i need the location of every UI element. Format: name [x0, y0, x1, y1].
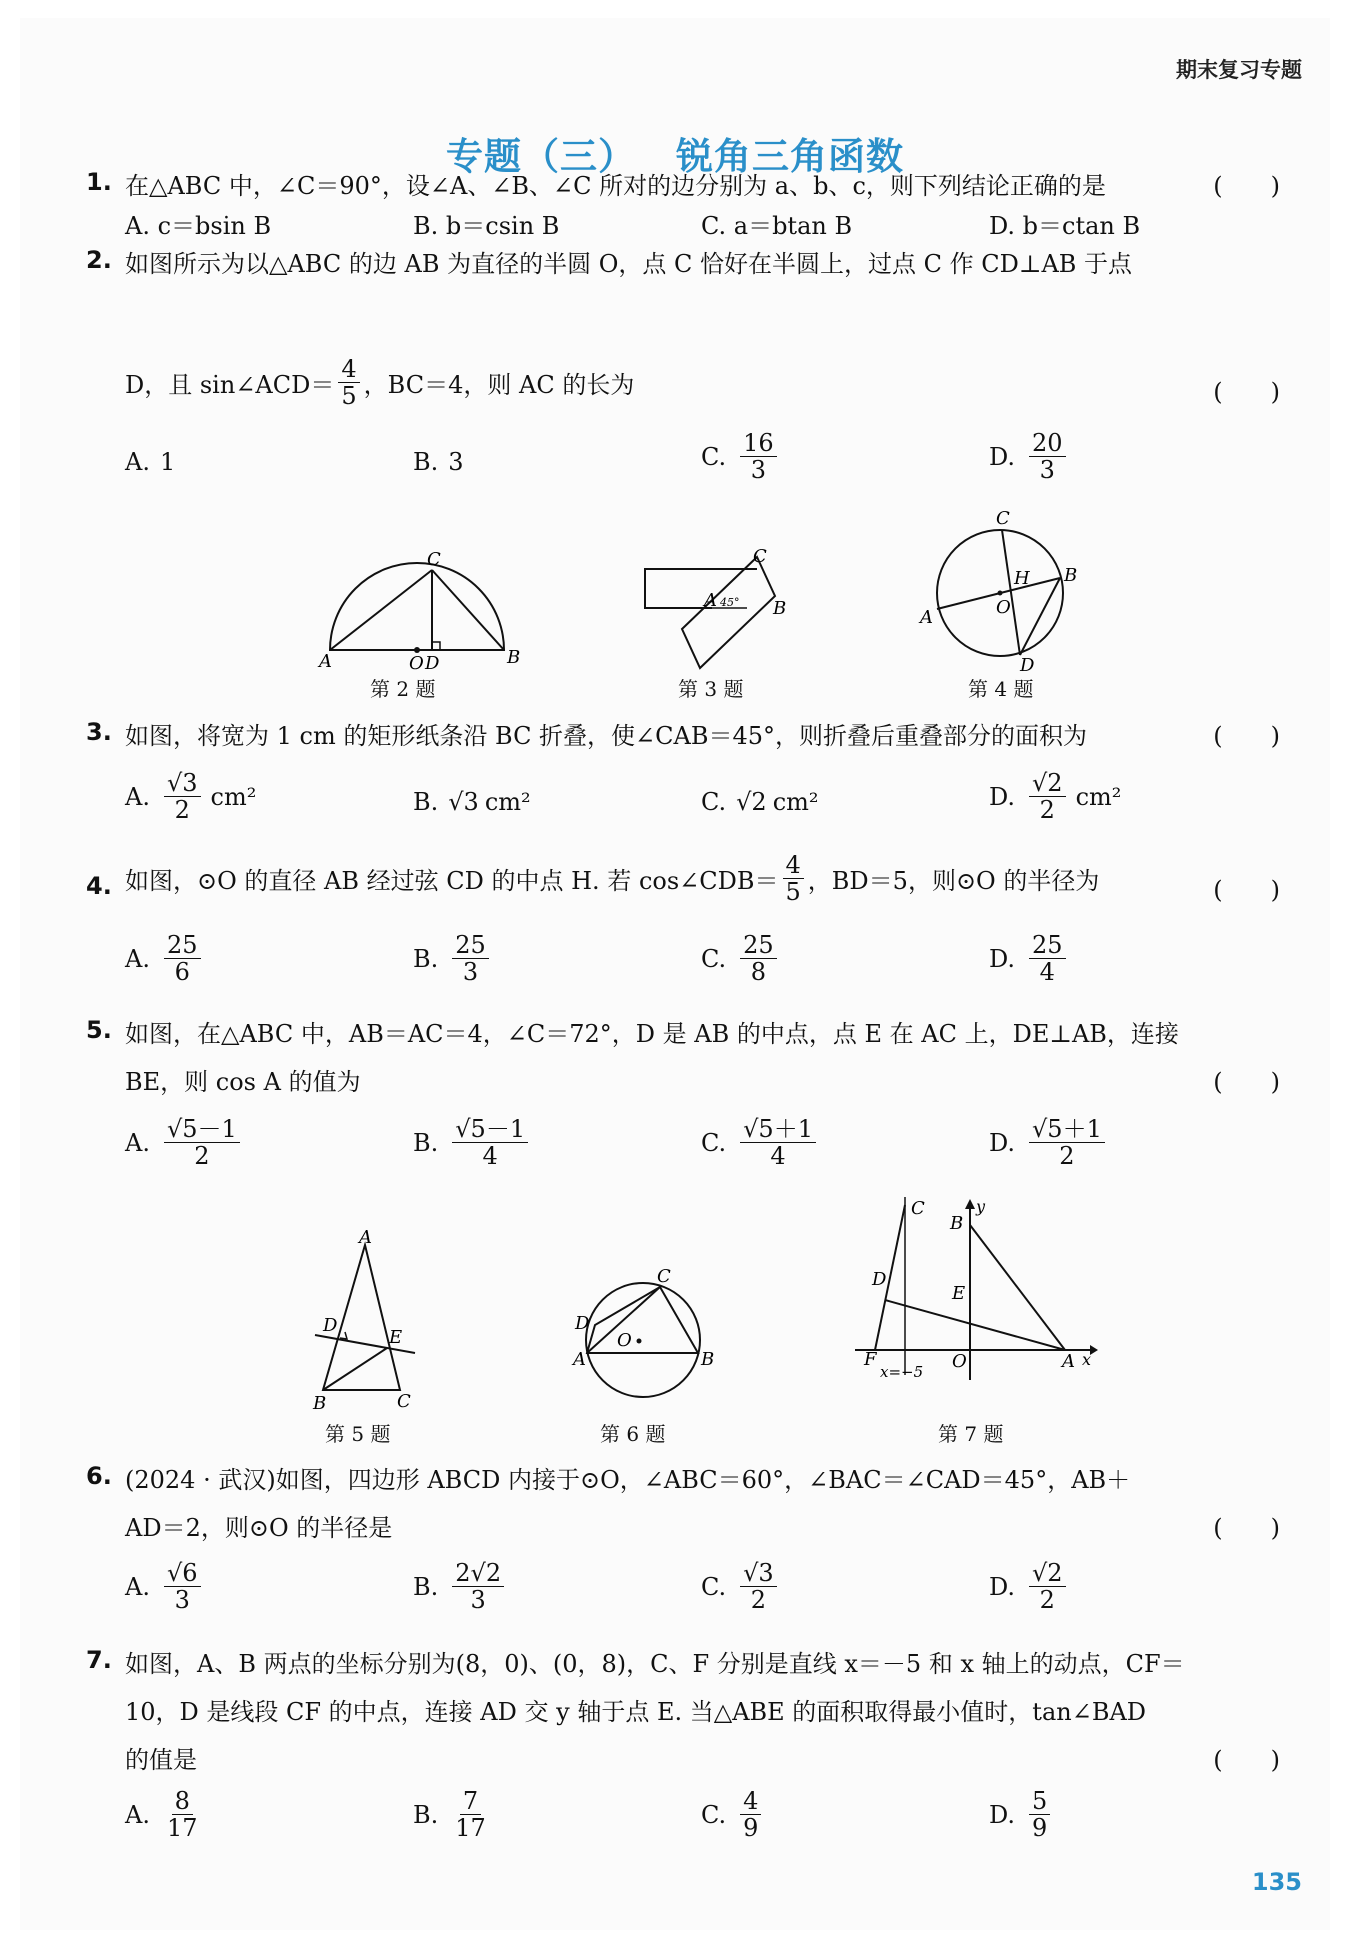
question-3-answer-blank: ( ): [1213, 722, 1280, 750]
opt-label: B.: [413, 1128, 439, 1157]
frac-den: 3: [470, 1586, 486, 1615]
opt-fraction: [452, 1560, 504, 1614]
f2-label-o: O: [409, 653, 424, 674]
opt-fraction: [1029, 1560, 1066, 1614]
figure-3-folded-strip: [635, 540, 815, 670]
title-topic-name: 锐角三角函数: [676, 135, 904, 178]
f6-label-c: C: [657, 1266, 671, 1287]
opt-fraction: [1029, 430, 1066, 484]
f3-label-b: B: [773, 598, 787, 619]
question-6-line-2: AD＝2，则⊙O 的半径是: [125, 1514, 393, 1542]
f2-label-a: A: [319, 651, 332, 672]
f4-label-h: H: [1014, 568, 1030, 589]
frac-den: 17: [166, 1814, 198, 1843]
q2-line2-pre: D，且 sin∠ACD＝: [125, 371, 335, 400]
question-1-answer-blank: ( ): [1213, 172, 1280, 200]
q4-text-pre: 如图，⊙O 的直径 AB 经过弦 CD 的中点 H. 若 cos∠CDB＝: [125, 867, 779, 896]
q6-option-b: [413, 1560, 508, 1614]
frac-den: 4: [1039, 958, 1055, 987]
question-2-number: 2.: [86, 246, 112, 274]
opt-fraction: [740, 1788, 761, 1842]
frac-num: 4: [783, 852, 804, 879]
f6-label-d: D: [575, 1313, 590, 1334]
title-topic-number: 专题（三）: [446, 135, 636, 178]
opt-label: A.: [125, 782, 150, 811]
frac-num: √5＋1: [740, 1116, 816, 1143]
f4-label-d: D: [1020, 655, 1035, 676]
f7-label-c: C: [911, 1198, 925, 1219]
f4-label-b: B: [1064, 565, 1078, 586]
question-7-line-1: 如图，A、B 两点的坐标分别为(8，0)、(0，8)，C、F 分别是直线 x＝－5 和 x 轴上的动点，CF＝: [125, 1650, 1185, 1678]
q3-option-d: [989, 770, 1121, 824]
question-2-line-2: [125, 356, 634, 410]
f5-label-e: E: [389, 1327, 403, 1348]
f7-label-f: F: [864, 1349, 877, 1370]
f5-label-c: C: [397, 1391, 411, 1412]
opt-value: 1: [159, 448, 176, 476]
opt-fraction: [740, 430, 777, 484]
opt-label: A.: [125, 1572, 150, 1601]
f7-label-d: D: [872, 1269, 887, 1290]
f5-label-a: A: [359, 1227, 372, 1248]
question-5-number: 5.: [86, 1016, 112, 1044]
opt-fraction: [740, 932, 777, 986]
frac-den: 2: [1039, 1586, 1055, 1615]
f6-label-a: A: [573, 1349, 586, 1370]
opt-unit: cm²: [772, 788, 819, 816]
frac-num: √5＋1: [1029, 1116, 1105, 1143]
question-5-line-2: BE，则 cos A 的值为: [125, 1068, 361, 1096]
frac-den: 8: [750, 958, 767, 987]
figure-2-semicircle: [315, 545, 521, 674]
opt-fraction: [1029, 1788, 1050, 1842]
opt-fraction: [740, 1116, 816, 1170]
opt-label: A.: [125, 1128, 150, 1157]
q2-option-a: [125, 448, 175, 476]
f7-label-a: A: [1062, 1351, 1075, 1372]
f3-label-a: A: [704, 590, 717, 611]
opt-label: D.: [989, 442, 1016, 471]
opt-label: D.: [989, 1572, 1016, 1601]
opt-label: C.: [701, 1800, 727, 1829]
opt-label: C.: [701, 944, 727, 973]
frac-num: 20: [1029, 430, 1066, 457]
figure-5-triangle: [305, 1227, 425, 1415]
question-3-number: 3.: [86, 718, 112, 746]
f5-label-b: B: [313, 1393, 327, 1414]
frac-den: 2: [194, 1142, 210, 1171]
q5-option-b: [413, 1116, 532, 1170]
q2-option-d: [989, 430, 1070, 484]
figure-5-caption: 第 5 题: [325, 1422, 391, 1446]
q2-frac-num: 4: [338, 356, 359, 383]
frac-num: √5－1: [452, 1116, 528, 1143]
q6-option-a: [125, 1560, 205, 1614]
frac-num: 25: [1029, 932, 1066, 959]
f3-label-angle: 45°: [720, 596, 740, 609]
opt-fraction: [452, 1116, 528, 1170]
figure-7-caption: 第 7 题: [938, 1422, 1004, 1446]
f2-label-d: D: [425, 653, 440, 674]
q2-line2-post: ，BC＝4，则 AC 的长为: [363, 371, 635, 400]
question-2-line-1: 如图所示为以△ABC 的边 AB 为直径的半圆 O，点 C 恰好在半圆上，过点 C 作 CD⊥AB 于点: [125, 250, 1133, 278]
q7-option-c: [701, 1788, 765, 1842]
opt-fraction: [740, 1560, 777, 1614]
frac-num: 2√2: [452, 1560, 504, 1587]
f2-label-c: C: [427, 549, 441, 570]
q2-option-c: [701, 430, 781, 484]
q7-option-b: [413, 1788, 493, 1842]
figure-4-caption: 第 4 题: [968, 677, 1034, 701]
question-2-answer-blank: ( ): [1213, 378, 1280, 406]
opt-label: C.: [701, 1572, 727, 1601]
f4-label-c: C: [996, 508, 1010, 529]
opt-label: D.: [989, 1128, 1016, 1157]
question-1-number: 1.: [86, 168, 112, 196]
opt-unit: cm²: [484, 788, 531, 816]
frac-num: 25: [740, 932, 777, 959]
question-5-line-1: 如图，在△ABC 中，AB＝AC＝4，∠C＝72°，D 是 AB 的中点，点 E 在 AC 上，DE⊥AB，连接: [125, 1020, 1179, 1048]
q1-option-a: A. c＝bsin B: [125, 212, 272, 240]
opt-label: B.: [413, 448, 439, 476]
opt-label: B.: [413, 944, 439, 973]
frac-den: 9: [743, 1814, 759, 1843]
frac-num: 25: [452, 932, 489, 959]
f6-label-b: B: [701, 1349, 715, 1370]
q6-option-c: [701, 1560, 781, 1614]
frac-num: 25: [164, 932, 201, 959]
f6-label-o: O: [617, 1330, 632, 1351]
f5-label-d: D: [323, 1315, 338, 1336]
figure-4-circle: [910, 505, 1090, 675]
opt-fraction: [452, 932, 489, 986]
figure-7-coordinate-plane: [850, 1195, 1100, 1385]
frac-den: 6: [174, 958, 190, 987]
frac-den: 3: [750, 456, 767, 485]
question-5-answer-blank: ( ): [1213, 1068, 1280, 1096]
question-4-answer-blank: ( ): [1213, 876, 1280, 904]
q3-option-b: [413, 788, 531, 816]
frac-den: 4: [770, 1142, 786, 1171]
f4-label-a: A: [920, 607, 933, 628]
q7-option-a: [125, 1788, 205, 1842]
q2-option-b: [413, 448, 464, 476]
question-6-number: 6.: [86, 1462, 112, 1490]
frac-num: √2: [1029, 770, 1066, 797]
opt-value: √2: [736, 788, 767, 816]
frac-den: 2: [1039, 796, 1055, 825]
frac-num: √2: [1029, 1560, 1066, 1587]
question-3-text: 如图，将宽为 1 cm 的矩形纸条沿 BC 折叠，使∠CAB＝45°，则折叠后重叠部分的面积为: [125, 722, 1088, 750]
f7-label-y: y: [976, 1197, 986, 1216]
opt-fraction: [164, 1116, 240, 1170]
opt-fraction: [164, 770, 201, 824]
opt-label: B.: [413, 1572, 439, 1601]
question-4-number: 4.: [86, 872, 112, 900]
opt-label: D.: [989, 782, 1016, 811]
opt-label: D.: [989, 1800, 1016, 1829]
q5-option-d: [989, 1116, 1109, 1170]
q4-option-c: [701, 932, 781, 986]
q7-option-d: [989, 1788, 1054, 1842]
question-6-line-1: (2024 · 武汉)如图，四边形 ABCD 内接于⊙O，∠ABC＝60°，∠BAC＝∠CAD＝45°，AB＋: [125, 1466, 1131, 1494]
q3-option-a: [125, 770, 256, 824]
question-7-line-3: 的值是: [125, 1746, 197, 1774]
f7-label-e: E: [952, 1283, 966, 1304]
opt-label: A.: [125, 1800, 150, 1829]
question-4-text: [125, 852, 1099, 906]
f7-label-line: x=−5: [880, 1363, 924, 1381]
frac-den: 3: [462, 958, 479, 987]
q6-option-d: [989, 1560, 1070, 1614]
opt-label: C.: [701, 1128, 727, 1157]
f7-label-o: O: [952, 1351, 967, 1372]
opt-fraction: [1029, 932, 1066, 986]
opt-fraction: [1029, 770, 1066, 824]
opt-value: √3: [448, 788, 479, 816]
q4-option-b: [413, 932, 493, 986]
opt-unit: cm²: [210, 782, 257, 811]
frac-den: 2: [750, 1586, 767, 1615]
q2-frac-den: 5: [341, 382, 357, 411]
page-header: 期末复习专题: [1176, 58, 1302, 82]
q5-option-a: [125, 1116, 244, 1170]
frac-num: √3: [740, 1560, 777, 1587]
frac-num: √5－1: [164, 1116, 240, 1143]
frac-num: √6: [164, 1560, 201, 1587]
frac-den: 3: [1039, 456, 1055, 485]
question-7-answer-blank: ( ): [1213, 1746, 1280, 1774]
opt-unit: cm²: [1075, 782, 1122, 811]
frac-den: 5: [785, 878, 801, 907]
q4-option-d: [989, 932, 1070, 986]
frac-den: 2: [174, 796, 190, 825]
f7-label-x: x: [1082, 1350, 1092, 1369]
opt-label: C.: [701, 788, 727, 816]
f4-label-o: O: [996, 597, 1011, 618]
frac-num: 5: [1029, 1788, 1050, 1815]
q1-option-c: C. a＝btan B: [701, 212, 853, 240]
frac-num: 16: [740, 430, 777, 457]
frac-num: 4: [740, 1788, 761, 1815]
figure-3-caption: 第 3 题: [678, 677, 744, 701]
question-7-number: 7.: [86, 1646, 112, 1674]
frac-den: 17: [455, 1814, 486, 1843]
f7-label-b: B: [950, 1213, 964, 1234]
figure-2-caption: 第 2 题: [370, 677, 436, 701]
frac-den: 9: [1032, 1814, 1048, 1843]
opt-label: A.: [125, 448, 150, 476]
opt-fraction: [164, 932, 201, 986]
question-7-line-2: 10，D 是线段 CF 的中点，连接 AD 交 y 轴于点 E. 当△ABE 的面积取得最小值时，tan∠BAD: [125, 1698, 1147, 1726]
page-number: 135: [1251, 1868, 1302, 1896]
q4-option-a: [125, 932, 205, 986]
q3-option-c: [701, 788, 819, 816]
frac-num: √3: [164, 770, 201, 797]
figure-6-inscribed-quad: [555, 1265, 725, 1405]
opt-label: A.: [125, 944, 150, 973]
question-6-answer-blank: ( ): [1213, 1514, 1280, 1542]
opt-fraction: [164, 1788, 201, 1842]
frac-den: 4: [482, 1142, 498, 1171]
opt-fraction: [1029, 1116, 1105, 1170]
opt-fraction: [452, 1788, 489, 1842]
opt-label: B.: [413, 1800, 439, 1829]
q4-text-post: ，BD＝5，则⊙O 的半径为: [807, 867, 1100, 896]
figure-6-caption: 第 6 题: [600, 1422, 666, 1446]
frac-num: 8: [172, 1788, 193, 1815]
question-1-text: 在△ABC 中，∠C＝90°，设∠A、∠B、∠C 所对的边分别为 a、b、c，则下列结论正确的是: [125, 172, 1106, 200]
q5-option-c: [701, 1116, 820, 1170]
frac-den: 2: [1059, 1142, 1075, 1171]
opt-label: D.: [989, 944, 1016, 973]
q1-option-b: B. b＝csin B: [413, 212, 560, 240]
f2-label-b: B: [507, 647, 521, 668]
frac-den: 3: [174, 1586, 190, 1615]
f3-label-c: C: [753, 546, 767, 567]
frac-num: 7: [460, 1788, 481, 1815]
q2-fraction: [338, 356, 359, 410]
q4-fraction: [783, 852, 804, 906]
opt-fraction: [164, 1560, 201, 1614]
opt-value: 3: [448, 448, 464, 476]
opt-label: B.: [413, 788, 439, 816]
q1-option-d: D. b＝ctan B: [989, 212, 1141, 240]
opt-label: C.: [701, 442, 727, 471]
